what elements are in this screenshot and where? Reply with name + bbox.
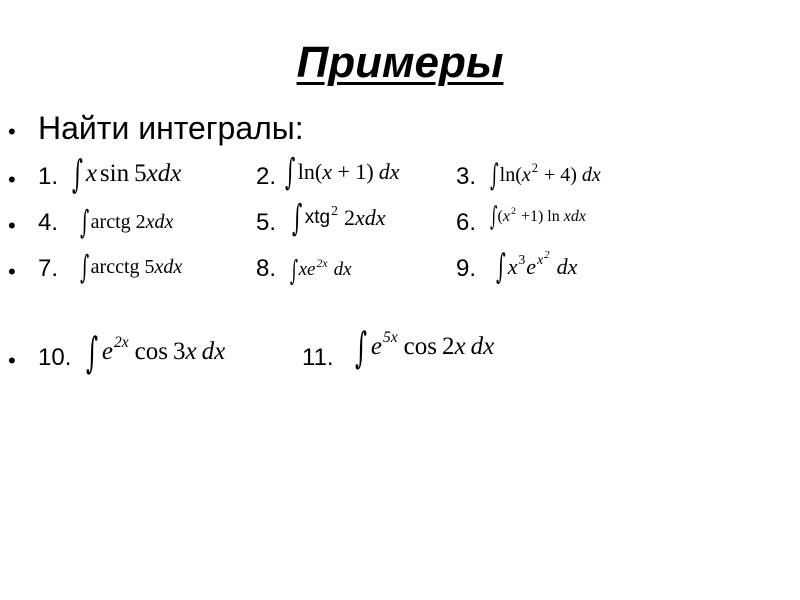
example-number-5: 5. (256, 209, 277, 236)
integral-sign: ∫ (292, 197, 303, 239)
expr-part: x (502, 208, 510, 225)
expr-part: xdx (154, 255, 183, 278)
expr-part: sin (99, 160, 130, 187)
bullet-marker: • (8, 213, 16, 238)
superscript: 5x (383, 329, 398, 347)
integral-sign: ∫ (86, 327, 99, 377)
expr-part: cos (134, 338, 168, 365)
expr-part: e (526, 254, 537, 279)
superscript: 2x (316, 256, 328, 270)
integral-sign: ∫ (496, 247, 506, 287)
example-5 (292, 198, 385, 238)
expr-part: e (370, 333, 382, 360)
expr-part: arcctg (90, 255, 140, 278)
expr-part: dx (581, 163, 601, 186)
expr-part: x (507, 254, 518, 279)
example-number-2: 2. (256, 163, 277, 190)
example-number-1: 1. (38, 163, 59, 190)
expr-part: ( (497, 208, 503, 225)
example-number-9: 9. (456, 255, 477, 282)
superscript: 2 (331, 202, 338, 218)
example-11 (355, 322, 494, 372)
integral-sign: ∫ (290, 253, 299, 287)
expr-part: + 4) (538, 163, 577, 186)
example-9 (496, 243, 577, 291)
expr-part: xdx (146, 160, 182, 187)
expr-part: x (454, 333, 466, 360)
expr-part: dx (201, 338, 226, 365)
expr-part: cos (403, 333, 437, 360)
expr-part: 5 (134, 160, 147, 187)
integral-sign: ∫ (285, 151, 296, 193)
integral-sign: ∫ (80, 248, 90, 286)
expr-part: x (322, 159, 332, 184)
expr-part: xdx (563, 208, 586, 225)
expr-part: dx (378, 159, 400, 184)
expr-part: dx (333, 259, 352, 280)
example-number-11: 11. (302, 344, 334, 371)
expr-part: ln( (499, 163, 522, 186)
expr-part: arctg (90, 210, 131, 233)
example-number-8: 8. (256, 255, 277, 282)
expr-part: dx (470, 333, 495, 360)
expr-part: 3 (172, 338, 186, 365)
example-1 (72, 154, 181, 194)
example-number-10: 10. (38, 344, 72, 371)
expr-part: x (85, 160, 97, 187)
page-title: Примеры (296, 38, 504, 87)
example-6 (490, 200, 586, 234)
expr-part: dx (556, 254, 578, 279)
expr-part: xdx (145, 210, 174, 233)
superscript: 2x (114, 334, 129, 352)
expr-part: xtg (304, 207, 331, 228)
example-number-4: 4. (38, 209, 59, 236)
integral-sign: ∫ (490, 202, 498, 232)
example-number-7: 7. (38, 255, 59, 282)
integral-sign: ∫ (490, 157, 499, 193)
bullet-marker: • (8, 119, 16, 144)
integral-sign: ∫ (355, 322, 368, 372)
example-number-3: 3. (456, 163, 477, 190)
example-4 (80, 202, 173, 242)
expr-part: +1) ln (516, 208, 564, 225)
example-10 (86, 327, 225, 377)
superscript (537, 248, 551, 268)
bullet-marker: • (8, 167, 16, 192)
bullet-marker: • (8, 348, 16, 373)
expr-part: 2 (441, 333, 455, 360)
superscript: 2 (531, 160, 538, 175)
superscript-exponent: 2 (544, 248, 550, 261)
expr-part: 5 (144, 255, 155, 278)
integral-sign: ∫ (72, 152, 83, 196)
expr-part: ln( (297, 159, 323, 184)
example-7 (80, 247, 182, 287)
expr-part: 2 (135, 210, 146, 233)
expr-part: x (521, 163, 531, 186)
expr-part: x (185, 338, 197, 365)
bullet-marker: • (8, 259, 16, 284)
integral-sign: ∫ (80, 203, 90, 241)
expr-part: + 1) (331, 159, 374, 184)
superscript: 2 (510, 206, 516, 218)
intro-text: Найти интегралы: (38, 110, 304, 146)
example-number-6: 6. (456, 209, 477, 236)
example-3 (490, 155, 601, 195)
expr-part: e (101, 338, 113, 365)
example-8 (290, 250, 352, 290)
expr-part: xdx (354, 205, 386, 230)
expr-part: xe (298, 259, 316, 280)
superscript: 3 (518, 251, 526, 267)
superscript-base: x (537, 251, 544, 267)
expr-part: 2 (343, 205, 355, 230)
example-2 (285, 152, 399, 192)
